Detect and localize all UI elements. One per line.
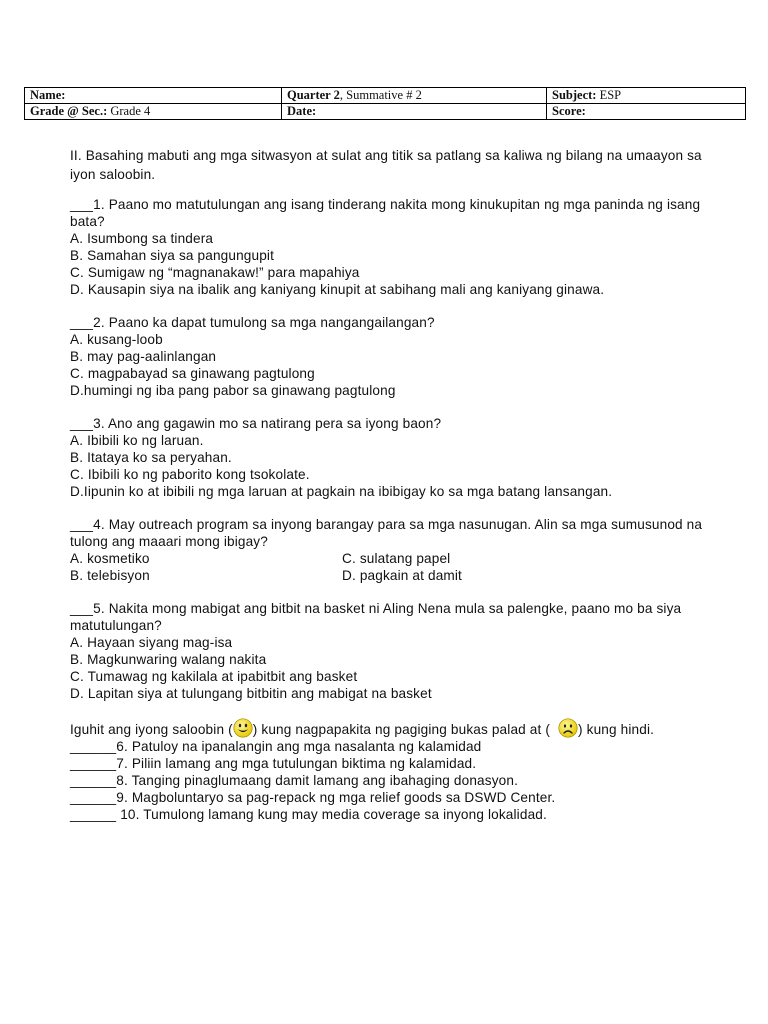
question-5 bbox=[70, 600, 710, 702]
name-cell bbox=[25, 88, 282, 104]
emoji-instruction-part1: Iguhit ang iyong saloobin ( bbox=[70, 722, 233, 737]
option: C. Tumawag ng kakilala at ipabitbit ang basket bbox=[70, 669, 358, 684]
question-4 bbox=[70, 516, 710, 584]
item-7: ______7. Piliin lamang ang mga tutulungan biktima ng kalamidad. bbox=[70, 756, 477, 771]
option: A. Ibibili ko ng laruan. bbox=[70, 433, 204, 448]
option: A. kusang-loob bbox=[70, 332, 163, 347]
date-cell bbox=[282, 104, 547, 120]
emoji-instruction-part3: ) kung hindi. bbox=[578, 722, 655, 737]
quarter-cell bbox=[282, 88, 547, 104]
option: D.Iipunin ko at ibibili ng mga laruan at pagkain na ibibigay ko sa mga batang lansangan. bbox=[70, 484, 613, 499]
item-10: ______ 10. Tumulong lamang kung may media coverage sa inyong lokalidad. bbox=[70, 807, 547, 822]
question-2 bbox=[70, 314, 710, 399]
option: A. Hayaan siyang mag-isa bbox=[70, 635, 233, 650]
option: D.humingi ng iba pang pabor sa ginawang pagtulong bbox=[70, 383, 396, 398]
grade-cell bbox=[25, 104, 282, 120]
subject-cell bbox=[547, 88, 746, 104]
question-stem: ___3. Ano ang gagawin mo sa natirang pera sa iyong baon? bbox=[70, 416, 442, 431]
options-row bbox=[70, 550, 710, 567]
question-stem: ___4. May outreach program sa inyong barangay para sa mga nasunugan. Alin sa mga sumusunod na tulong ang maaari mong ibigay? bbox=[70, 517, 703, 549]
option: B. Samahan siya sa pangungupit bbox=[70, 248, 275, 263]
header-table bbox=[24, 87, 746, 120]
smiley-face-icon bbox=[233, 718, 253, 738]
sad-face-icon bbox=[558, 718, 578, 738]
grade-label: Grade @ Sec.: bbox=[30, 104, 108, 118]
worksheet-content bbox=[70, 146, 710, 823]
option: C. magpabayad sa ginawang pagtulong bbox=[70, 366, 315, 381]
instructions: II. Basahing mabuti ang mga sitwasyon at sulat ang titik sa patlang sa kaliwa ng bilang na umaayon sa iyon saloobin. bbox=[70, 148, 702, 182]
item-9: ______9. Magboluntaryo sa pag-repack ng mga relief goods sa DSWD Center. bbox=[70, 790, 556, 805]
option: D. Kausapin siya na ibalik ang kaniyang kinupit at sabihang mali ang kaniyang ginawa. bbox=[70, 282, 605, 297]
score-label: Score: bbox=[552, 104, 586, 118]
grade-value: Grade 4 bbox=[107, 104, 151, 118]
question-3 bbox=[70, 415, 710, 500]
question-stem: ___2. Paano ka dapat tumulong sa mga nangangailangan? bbox=[70, 315, 435, 330]
item-6: ______6. Patuloy na ipanalangin ang mga nasalanta ng kalamidad bbox=[70, 739, 482, 754]
header-row-1 bbox=[25, 88, 746, 104]
option: A. Isumbong sa tindera bbox=[70, 231, 214, 246]
option: A. kosmetiko bbox=[70, 551, 150, 566]
option: C. Sumigaw ng “magnanakaw!” para mapahiya bbox=[70, 265, 360, 280]
emoji-instruction bbox=[70, 718, 710, 738]
question-stem: ___5. Nakita mong mabigat ang bitbit na basket ni Aling Nena mula sa palengke, paano mo ba siya matutulungan? bbox=[70, 601, 682, 633]
date-label: Date: bbox=[287, 104, 317, 118]
question-1 bbox=[70, 196, 710, 298]
quarter-value: , Summative # 2 bbox=[339, 88, 422, 102]
option: D. Lapitan siya at tulungang bitbitin ang mabigat na basket bbox=[70, 686, 432, 701]
header-row-2 bbox=[25, 104, 746, 120]
name-label: Name: bbox=[30, 88, 66, 102]
option: B. may pag-aalinlangan bbox=[70, 349, 217, 364]
option: B. Magkunwaring walang nakita bbox=[70, 652, 267, 667]
option: D. pagkain at damit bbox=[342, 568, 462, 583]
options-row bbox=[70, 567, 710, 584]
item-8: ______8. Tanging pinaglumaang damit lamang ang ibahaging donasyon. bbox=[70, 773, 519, 788]
quarter-label: Quarter 2 bbox=[287, 88, 340, 102]
option: C. Ibibili ko ng paborito kong tsokolate. bbox=[70, 467, 310, 482]
option: C. sulatang papel bbox=[342, 551, 451, 566]
option: B. telebisyon bbox=[70, 568, 150, 583]
option: B. Itataya ko sa peryahan. bbox=[70, 450, 232, 465]
subject-value: ESP bbox=[596, 88, 622, 102]
emoji-instruction-part2: ) kung nagpapakita ng pagiging bukas palad at ( bbox=[252, 722, 551, 737]
question-stem: ___1. Paano mo matutulungan ang isang tinderang nakita mong kinukupitan ng mga paninda ng isang bata? bbox=[70, 197, 701, 229]
score-cell bbox=[547, 104, 746, 120]
subject-label: Subject: bbox=[552, 88, 597, 102]
